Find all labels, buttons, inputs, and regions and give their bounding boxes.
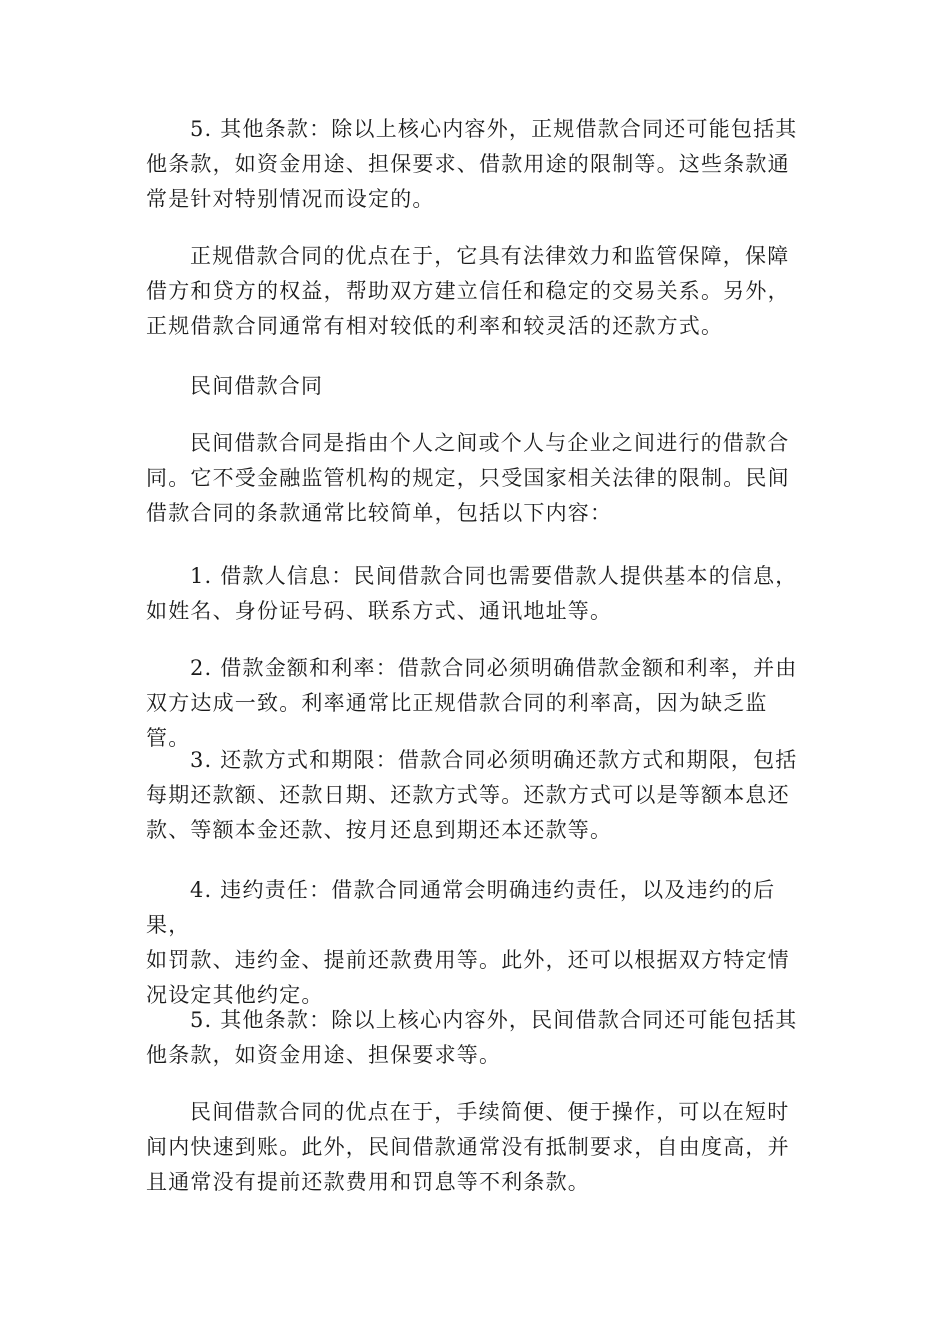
- text-line: 1. 借款人信息：民间借款合同也需要借款人提供基本的信息，: [190, 564, 798, 588]
- section-heading-private-loan: [146, 369, 806, 404]
- paragraph-private-intro: [146, 426, 806, 531]
- text-line: 同。它不受金融监管机构的规定，只受国家相关法律的限制。民间: [146, 466, 790, 490]
- paragraph-private-advantages: [146, 1095, 806, 1200]
- text-line: 5. 其他条款：除以上核心内容外，民间借款合同还可能包括其: [190, 1008, 798, 1032]
- text-line: 常是针对特别情况而设定的。: [146, 187, 435, 211]
- list-item-other-terms-private: [146, 1003, 806, 1073]
- text-line: 借方和贷方的权益，帮助双方建立信任和稳定的交易关系。另外，: [146, 279, 790, 303]
- paragraph-formal-advantages: [146, 239, 806, 344]
- list-item-repayment: [146, 743, 806, 848]
- text-line: 民间借款合同是指由个人之间或个人与企业之间进行的借款合: [190, 431, 790, 455]
- text-line: 他条款，如资金用途、担保要求、借款用途的限制等。这些条款通: [146, 152, 790, 176]
- text-line: 2. 借款金额和利率：借款合同必须明确借款金额和利率，并由: [190, 656, 798, 680]
- paragraph-other-terms-formal: [146, 112, 806, 217]
- text-line: 如姓名、身份证号码、联系方式、通讯地址等。: [146, 599, 613, 623]
- text-line: 5. 其他条款：除以上核心内容外，正规借款合同还可能包括其: [190, 117, 798, 141]
- text-line: 借款合同的条款通常比较简单，包括以下内容：: [146, 501, 613, 525]
- text-line: 4. 违约责任：借款合同通常会明确违约责任，以及违约的后果，: [146, 878, 776, 937]
- text-line: 款、等额本金还款、按月还息到期还本还款等。: [146, 818, 613, 842]
- text-line: 且通常没有提前还款费用和罚息等不利条款。: [146, 1170, 590, 1194]
- text-line: 如罚款、违约金、提前还款费用等。此外，还可以根据双方特定情: [146, 948, 790, 972]
- text-line: 民间借款合同的优点在于，手续简便、便于操作，可以在短时: [190, 1100, 790, 1124]
- text-line: 间内快速到账。此外，民间借款通常没有抵制要求，自由度高，并: [146, 1135, 790, 1159]
- text-line: 双方达成一致。利率通常比正规借款合同的利率高，因为缺乏监管。: [146, 691, 768, 750]
- list-item-amount-and-rate: [146, 651, 806, 756]
- text-line: 民间借款合同: [190, 374, 324, 398]
- text-line: 3. 还款方式和期限：借款合同必须明确还款方式和期限，包括: [190, 748, 798, 772]
- text-line: 他条款，如资金用途、担保要求等。: [146, 1043, 502, 1067]
- list-item-default-liability: [146, 873, 806, 1013]
- text-line: 况设定其他约定。: [146, 983, 324, 1007]
- text-line: 正规借款合同的优点在于，它具有法律效力和监管保障，保障: [190, 244, 790, 268]
- text-line: 每期还款额、还款日期、还款方式等。还款方式可以是等额本息还: [146, 783, 790, 807]
- list-item-borrower-info: [146, 559, 806, 629]
- text-line: 正规借款合同通常有相对较低的利率和较灵活的还款方式。: [146, 314, 724, 338]
